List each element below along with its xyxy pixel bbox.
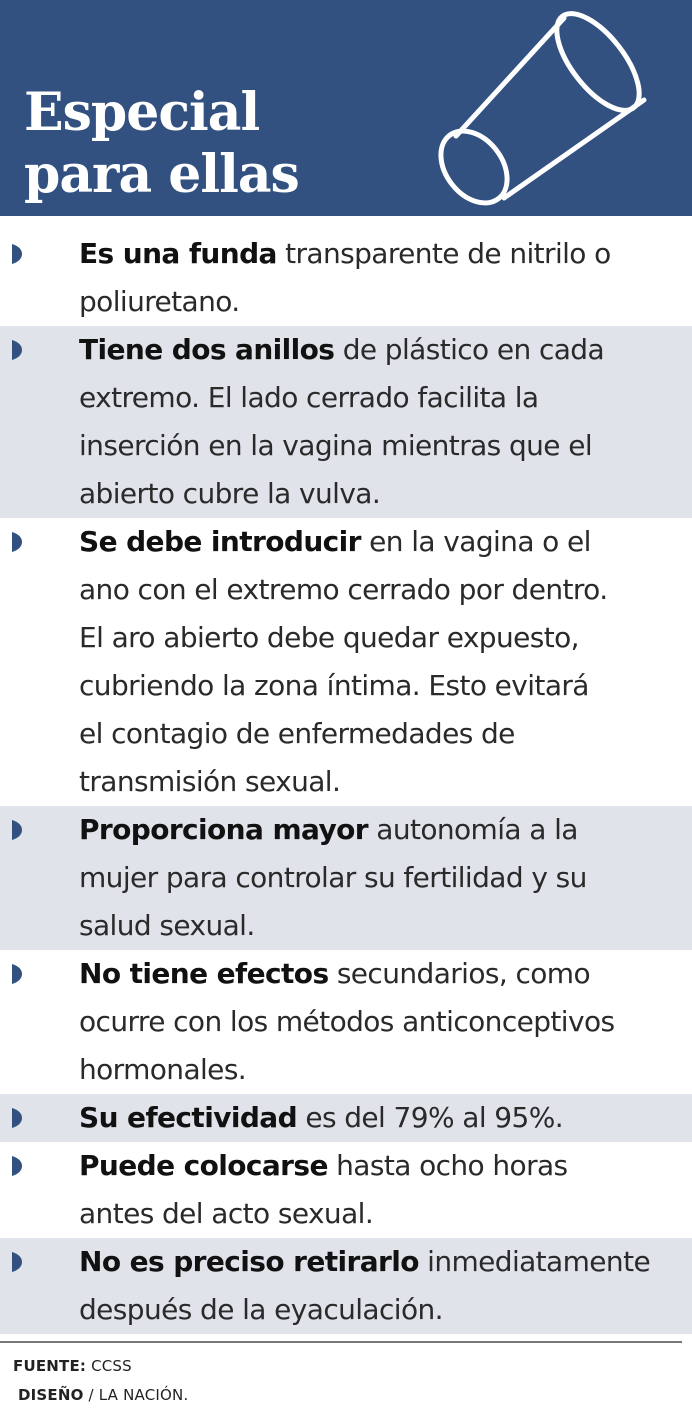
bullet-icon xyxy=(11,1155,23,1177)
item-rest: autonomía a la mujer para controlar su fertilidad y su salud sexual. xyxy=(79,813,587,942)
item-rest: en la vagina o el ano con el extremo cerrado por dentro. El aro abierto debe quedar expuesto, cubriendo la zona íntima. Esto evitará el contagio de enfermedades de transmisión sexual. xyxy=(79,525,608,798)
item-text xyxy=(79,806,684,950)
item-rest: transparente de nitrilo o poliuretano. xyxy=(79,237,611,318)
bullet-icon xyxy=(11,531,23,553)
item-text xyxy=(79,326,684,518)
bullet-icon xyxy=(11,819,23,841)
item-bold-lead: Tiene dos anillos xyxy=(79,333,335,366)
item-rest: hasta ocho horas antes del acto sexual. xyxy=(79,1149,568,1230)
item-rest: inmediatamente después de la eyaculación. xyxy=(79,1245,651,1326)
item-text xyxy=(79,518,684,806)
title-line-1: Especial xyxy=(24,82,260,143)
bullet-icon xyxy=(11,963,23,985)
bullet-icon xyxy=(11,1107,23,1129)
item-text xyxy=(79,1142,684,1238)
item-bold-lead: Es una funda xyxy=(79,237,277,270)
list-item xyxy=(0,806,692,950)
item-bold-lead: No tiene efectos xyxy=(79,957,329,990)
item-rest: secundarios, como ocurre con los métodos anticonceptivos hormonales. xyxy=(79,957,615,1086)
bullet-icon xyxy=(11,243,23,265)
item-text xyxy=(79,1094,684,1142)
list-item xyxy=(0,1142,692,1238)
design-value: / LA NACIÓN. xyxy=(83,1386,189,1404)
list-item xyxy=(0,326,692,518)
item-bold-lead: Proporciona mayor xyxy=(79,813,368,846)
item-rest: es del 79% al 95%. xyxy=(297,1101,564,1134)
list-item xyxy=(0,950,692,1094)
source-credit xyxy=(13,1357,132,1375)
item-text xyxy=(79,950,684,1094)
female-condom-icon xyxy=(430,2,670,216)
source-label: FUENTE: xyxy=(13,1357,87,1375)
item-bold-lead: No es preciso retirarlo xyxy=(79,1245,419,1278)
design-label: DISEÑO xyxy=(18,1386,84,1404)
item-text xyxy=(79,230,684,326)
header-banner xyxy=(0,0,692,216)
title-line-2: para ellas xyxy=(24,144,299,205)
list-item xyxy=(0,230,692,326)
footer-divider xyxy=(0,1341,682,1343)
item-bold-lead: Su efectividad xyxy=(79,1101,298,1134)
bullet-icon xyxy=(11,1251,23,1273)
item-bold-lead: Se debe introducir xyxy=(79,525,361,558)
item-rest: de plástico en cada extremo. El lado cerrado facilita la inserción en la vagina mientras que el abierto cubre la vulva. xyxy=(79,333,605,510)
list-item xyxy=(0,1238,692,1334)
design-credit xyxy=(18,1386,188,1404)
item-text xyxy=(79,1238,684,1334)
page-title xyxy=(24,82,404,206)
item-bold-lead: Puede colocarse xyxy=(79,1149,328,1182)
source-value: CCSS xyxy=(86,1357,132,1375)
list-item xyxy=(0,518,692,806)
list-item xyxy=(0,1094,692,1142)
bullet-icon xyxy=(11,339,23,361)
